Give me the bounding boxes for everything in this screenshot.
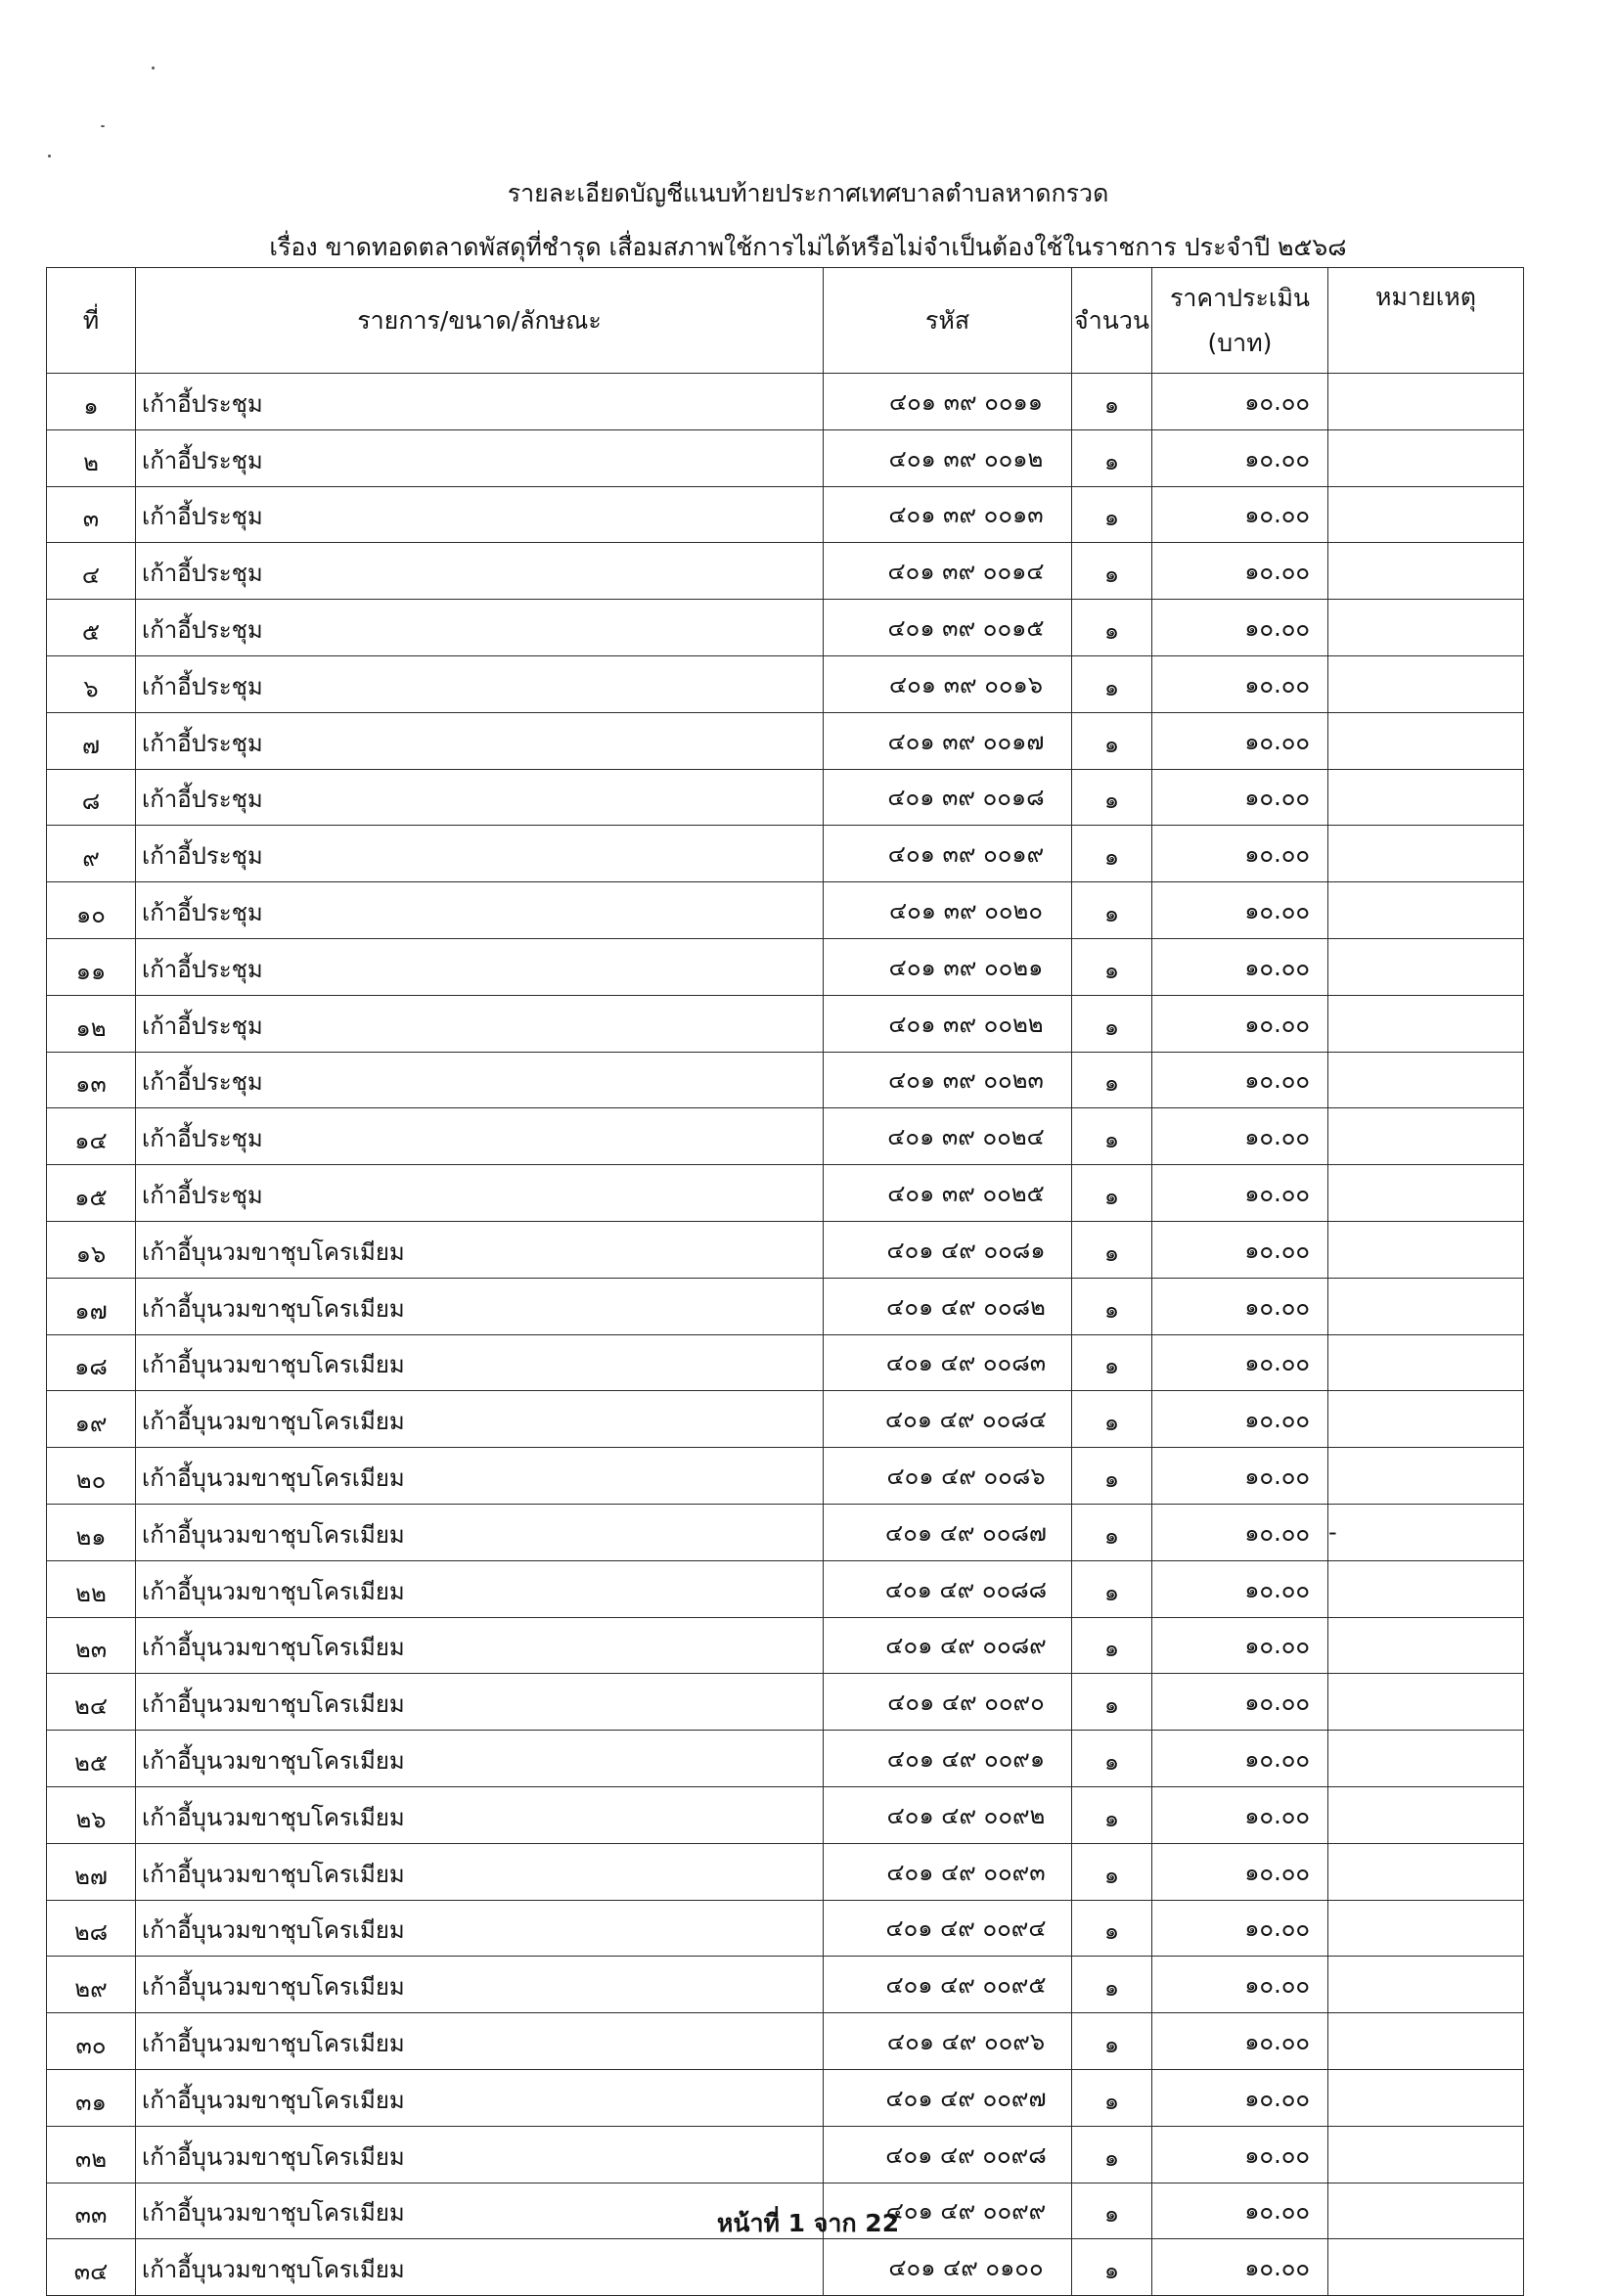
- row-number: ๔: [47, 543, 136, 600]
- item-code: ๔๐๑ ๔๙ ๐๐๘๗: [824, 1504, 1072, 1560]
- item-remark: [1328, 2239, 1524, 2296]
- row-number: ๑๐: [47, 882, 136, 939]
- row-number: ๘: [47, 769, 136, 826]
- table-row: [47, 1391, 1524, 1448]
- table-row: [47, 1731, 1524, 1787]
- row-number: ๖: [47, 655, 136, 712]
- row-number: ๒: [47, 429, 136, 486]
- table-row: [47, 1843, 1524, 1900]
- item-remark: [1328, 1334, 1524, 1391]
- item-quantity: ๑: [1072, 655, 1152, 712]
- item-price: ๑๐.๐๐: [1152, 826, 1328, 882]
- item-remark: [1328, 1957, 1524, 2013]
- row-number: ๑๖: [47, 1221, 136, 1278]
- item-code: ๔๐๑ ๓๙ ๐๐๑๓: [824, 486, 1072, 543]
- table-row: [47, 2239, 1524, 2296]
- table-row: [47, 882, 1524, 939]
- item-code: ๔๐๑ ๔๙ ๐๐๙๕: [824, 1957, 1072, 2013]
- item-quantity: ๑: [1072, 1278, 1152, 1334]
- table-row: [47, 2013, 1524, 2070]
- table-body: [47, 374, 1524, 2296]
- row-number: ๒๓: [47, 1617, 136, 1674]
- item-quantity: ๑: [1072, 1900, 1152, 1957]
- item-code: ๔๐๑ ๔๙ ๐๐๘๓: [824, 1334, 1072, 1391]
- row-number: ๓๓: [47, 2183, 136, 2239]
- item-name: เก้าอี้ประชุม: [136, 486, 824, 543]
- item-name: เก้าอี้บุนวมขาชุบโครเมียม: [136, 2239, 824, 2296]
- header-price-line1: ราคาประเมิน: [1169, 283, 1311, 312]
- item-price: ๑๐.๐๐: [1152, 882, 1328, 939]
- table-row: [47, 1900, 1524, 1957]
- item-code: ๔๐๑ ๓๙ ๐๐๑๑: [824, 374, 1072, 430]
- table-row: [47, 1957, 1524, 2013]
- item-remark: [1328, 1278, 1524, 1334]
- table-row: [47, 1617, 1524, 1674]
- row-number: ๒๒: [47, 1560, 136, 1617]
- item-price: ๑๐.๐๐: [1152, 1278, 1328, 1334]
- item-remark: [1328, 1391, 1524, 1448]
- item-remark: [1328, 2126, 1524, 2183]
- item-name: เก้าอี้บุนวมขาชุบโครเมียม: [136, 1391, 824, 1448]
- row-number: ๓๔: [47, 2239, 136, 2296]
- item-code: ๔๐๑ ๔๙ ๐๐๙๖: [824, 2013, 1072, 2070]
- item-name: เก้าอี้บุนวมขาชุบโครเมียม: [136, 1957, 824, 2013]
- item-code: ๔๐๑ ๓๙ ๐๐๒๐: [824, 882, 1072, 939]
- row-number: ๗: [47, 712, 136, 769]
- item-remark: [1328, 1052, 1524, 1108]
- item-remark: [1328, 1786, 1524, 1843]
- item-quantity: ๑: [1072, 2183, 1152, 2239]
- row-number: ๒๘: [47, 1900, 136, 1957]
- item-quantity: ๑: [1072, 543, 1152, 600]
- row-number: ๒๗: [47, 1843, 136, 1900]
- table-row: [47, 374, 1524, 430]
- item-remark: [1328, 600, 1524, 656]
- item-quantity: ๑: [1072, 1786, 1152, 1843]
- item-code: ๔๐๑ ๔๙ ๐๐๙๐: [824, 1674, 1072, 1731]
- item-remark: [1328, 1221, 1524, 1278]
- item-code: ๔๐๑ ๔๙ ๐๐๙๘: [824, 2126, 1072, 2183]
- item-quantity: ๑: [1072, 486, 1152, 543]
- item-quantity: ๑: [1072, 1617, 1152, 1674]
- item-code: ๔๐๑ ๔๙ ๐๐๙๗: [824, 2069, 1072, 2126]
- table-row: [47, 1560, 1524, 1617]
- item-quantity: ๑: [1072, 1052, 1152, 1108]
- page-footer: หน้าที่ 1 จาก 22: [716, 2209, 900, 2237]
- row-number: ๓๐: [47, 2013, 136, 2070]
- item-price: ๑๐.๐๐: [1152, 374, 1328, 430]
- item-name: เก้าอี้ประชุม: [136, 600, 824, 656]
- item-code: ๔๐๑ ๔๙ ๐๐๙๑: [824, 1731, 1072, 1787]
- item-name: เก้าอี้บุนวมขาชุบโครเมียม: [136, 1617, 824, 1674]
- row-number: ๑๓: [47, 1052, 136, 1108]
- item-quantity: ๑: [1072, 2069, 1152, 2126]
- scan-speck: [48, 155, 51, 158]
- item-name: เก้าอี้ประชุม: [136, 826, 824, 882]
- item-price: ๑๐.๐๐: [1152, 429, 1328, 486]
- item-remark: -: [1328, 1504, 1524, 1560]
- item-name: เก้าอี้บุนวมขาชุบโครเมียม: [136, 1448, 824, 1505]
- item-name: เก้าอี้ประชุม: [136, 374, 824, 430]
- table-row: [47, 600, 1524, 656]
- item-code: ๔๐๑ ๓๙ ๐๐๑๕: [824, 600, 1072, 656]
- item-price: ๑๐.๐๐: [1152, 543, 1328, 600]
- item-code: ๔๐๑ ๔๙ ๐๐๘๔: [824, 1391, 1072, 1448]
- item-remark: [1328, 1900, 1524, 1957]
- table-row: [47, 712, 1524, 769]
- table-row: [47, 1448, 1524, 1505]
- item-remark: [1328, 938, 1524, 995]
- item-price: ๑๐.๐๐: [1152, 1165, 1328, 1222]
- table-row: [47, 1165, 1524, 1222]
- table-header-row: [47, 268, 1524, 374]
- item-code: ๔๐๑ ๔๙ ๐๐๘๖: [824, 1448, 1072, 1505]
- item-code: ๔๐๑ ๓๙ ๐๐๑๖: [824, 655, 1072, 712]
- item-quantity: ๑: [1072, 1957, 1152, 2013]
- item-code: ๔๐๑ ๓๙ ๐๐๑๗: [824, 712, 1072, 769]
- item-quantity: ๑: [1072, 1504, 1152, 1560]
- item-remark: [1328, 769, 1524, 826]
- table-row: [47, 1052, 1524, 1108]
- item-remark: [1328, 429, 1524, 486]
- row-number: ๑๒: [47, 995, 136, 1052]
- item-code: ๔๐๑ ๔๙ ๐๐๙๒: [824, 1786, 1072, 1843]
- row-number: ๒๖: [47, 1786, 136, 1843]
- header-remark: หมายเหตุ: [1328, 268, 1524, 374]
- item-quantity: ๑: [1072, 2013, 1152, 2070]
- table-row: [47, 2069, 1524, 2126]
- table-row: [47, 1278, 1524, 1334]
- item-name: เก้าอี้ประชุม: [136, 655, 824, 712]
- row-number: ๑๕: [47, 1165, 136, 1222]
- item-code: ๔๐๑ ๓๙ ๐๐๑๔: [824, 543, 1072, 600]
- item-remark: [1328, 1674, 1524, 1731]
- item-name: เก้าอี้บุนวมขาชุบโครเมียม: [136, 2069, 824, 2126]
- item-price: ๑๐.๐๐: [1152, 1786, 1328, 1843]
- item-name: เก้าอี้บุนวมขาชุบโครเมียม: [136, 1334, 824, 1391]
- item-code: ๔๐๑ ๔๙ ๐๐๘๑: [824, 1221, 1072, 1278]
- row-number: ๑๑: [47, 938, 136, 995]
- table-row: [47, 1334, 1524, 1391]
- row-number: ๒๔: [47, 1674, 136, 1731]
- item-name: เก้าอี้ประชุม: [136, 995, 824, 1052]
- header-price-line2: (บาท): [1207, 328, 1273, 357]
- table-row: [47, 826, 1524, 882]
- table-row: [47, 995, 1524, 1052]
- header-code: รหัส: [824, 268, 1072, 374]
- item-price: ๑๐.๐๐: [1152, 1391, 1328, 1448]
- item-name: เก้าอี้ประชุม: [136, 543, 824, 600]
- item-code: ๔๐๑ ๔๙ ๐๑๐๐: [824, 2239, 1072, 2296]
- item-name: เก้าอี้บุนวมขาชุบโครเมียม: [136, 1674, 824, 1731]
- item-remark: [1328, 1560, 1524, 1617]
- item-quantity: ๑: [1072, 826, 1152, 882]
- item-name: เก้าอี้บุนวมขาชุบโครเมียม: [136, 1560, 824, 1617]
- table-row: [47, 1108, 1524, 1165]
- item-price: ๑๐.๐๐: [1152, 1843, 1328, 1900]
- item-price: ๑๐.๐๐: [1152, 712, 1328, 769]
- item-price: ๑๐.๐๐: [1152, 1731, 1328, 1787]
- row-number: ๑๔: [47, 1108, 136, 1165]
- item-name: เก้าอี้บุนวมขาชุบโครเมียม: [136, 2183, 824, 2239]
- item-price: ๑๐.๐๐: [1152, 1504, 1328, 1560]
- item-quantity: ๑: [1072, 1108, 1152, 1165]
- item-remark: [1328, 1448, 1524, 1505]
- row-number: ๒๐: [47, 1448, 136, 1505]
- item-quantity: ๑: [1072, 938, 1152, 995]
- table-row: [47, 655, 1524, 712]
- item-remark: [1328, 826, 1524, 882]
- item-price: ๑๐.๐๐: [1152, 2126, 1328, 2183]
- item-remark: [1328, 995, 1524, 1052]
- item-price: ๑๐.๐๐: [1152, 1617, 1328, 1674]
- item-remark: [1328, 2069, 1524, 2126]
- item-price: ๑๐.๐๐: [1152, 600, 1328, 656]
- header-no: ที่: [47, 268, 136, 374]
- scan-speck: [152, 67, 155, 69]
- item-name: เก้าอี้ประชุม: [136, 712, 824, 769]
- item-code: ๔๐๑ ๔๙ ๐๐๙๔: [824, 1900, 1072, 1957]
- header-item: รายการ/ขนาด/ลักษณะ: [136, 268, 824, 374]
- item-code: ๔๐๑ ๓๙ ๐๐๑๙: [824, 826, 1072, 882]
- item-quantity: ๑: [1072, 712, 1152, 769]
- item-price: ๑๐.๐๐: [1152, 2239, 1328, 2296]
- item-price: ๑๐.๐๐: [1152, 769, 1328, 826]
- item-code: ๔๐๑ ๔๙ ๐๐๙๓: [824, 1843, 1072, 1900]
- row-number: ๒๑: [47, 1504, 136, 1560]
- item-code: ๔๐๑ ๔๙ ๐๐๘๙: [824, 1617, 1072, 1674]
- item-remark: [1328, 2013, 1524, 2070]
- item-price: ๑๐.๐๐: [1152, 1221, 1328, 1278]
- item-name: เก้าอี้ประชุม: [136, 1052, 824, 1108]
- document-subtitle: เรื่อง ขาดทอดตลาดพัสดุที่ชำรุด เสื่อมสภาพใช้การไม่ได้หรือไม่จำเป็นต้องใช้ในราชการ ประจำปี ๒๕๖๘: [269, 233, 1347, 261]
- item-price: ๑๐.๐๐: [1152, 1334, 1328, 1391]
- item-quantity: ๑: [1072, 2126, 1152, 2183]
- item-name: เก้าอี้ประชุม: [136, 429, 824, 486]
- item-name: เก้าอี้บุนวมขาชุบโครเมียม: [136, 2013, 824, 2070]
- item-price: ๑๐.๐๐: [1152, 1052, 1328, 1108]
- item-price: ๑๐.๐๐: [1152, 1448, 1328, 1505]
- header-qty: จำนวน: [1072, 268, 1152, 374]
- item-code: ๔๐๑ ๓๙ ๐๐๒๑: [824, 938, 1072, 995]
- item-remark: [1328, 1731, 1524, 1787]
- item-quantity: ๑: [1072, 995, 1152, 1052]
- item-name: เก้าอี้ประชุม: [136, 769, 824, 826]
- item-price: ๑๐.๐๐: [1152, 2069, 1328, 2126]
- item-code: ๔๐๑ ๓๙ ๐๐๒๓: [824, 1052, 1072, 1108]
- item-name: เก้าอี้บุนวมขาชุบโครเมียม: [136, 1504, 824, 1560]
- item-code: ๔๐๑ ๓๙ ๐๐๑๒: [824, 429, 1072, 486]
- item-quantity: ๑: [1072, 1560, 1152, 1617]
- item-quantity: ๑: [1072, 1391, 1152, 1448]
- item-remark: [1328, 543, 1524, 600]
- item-price: ๑๐.๐๐: [1152, 2183, 1328, 2239]
- item-code: ๔๐๑ ๔๙ ๐๐๘๒: [824, 1278, 1072, 1334]
- item-code: ๔๐๑ ๔๙ ๐๐๘๘: [824, 1560, 1072, 1617]
- item-remark: [1328, 655, 1524, 712]
- item-price: ๑๐.๐๐: [1152, 1957, 1328, 2013]
- item-code: ๔๐๑ ๓๙ ๐๐๒๕: [824, 1165, 1072, 1222]
- item-remark: [1328, 374, 1524, 430]
- row-number: ๑๙: [47, 1391, 136, 1448]
- row-number: ๑: [47, 374, 136, 430]
- row-number: ๙: [47, 826, 136, 882]
- item-remark: [1328, 1165, 1524, 1222]
- item-name: เก้าอี้ประชุม: [136, 938, 824, 995]
- item-price: ๑๐.๐๐: [1152, 1560, 1328, 1617]
- item-code: ๔๐๑ ๔๙ ๐๐๙๙: [824, 2183, 1072, 2239]
- table-row: [47, 769, 1524, 826]
- item-quantity: ๑: [1072, 600, 1152, 656]
- item-remark: [1328, 882, 1524, 939]
- item-price: ๑๐.๐๐: [1152, 2013, 1328, 2070]
- table-row: [47, 938, 1524, 995]
- row-number: ๓๒: [47, 2126, 136, 2183]
- item-quantity: ๑: [1072, 882, 1152, 939]
- item-name: เก้าอี้ประชุม: [136, 882, 824, 939]
- item-name: เก้าอี้บุนวมขาชุบโครเมียม: [136, 1731, 824, 1787]
- item-code: ๔๐๑ ๓๙ ๐๐๒๔: [824, 1108, 1072, 1165]
- item-name: เก้าอี้ประชุม: [136, 1108, 824, 1165]
- row-number: ๑๗: [47, 1278, 136, 1334]
- item-quantity: ๑: [1072, 1165, 1152, 1222]
- inventory-table: [46, 267, 1524, 2296]
- table-row: [47, 1504, 1524, 1560]
- item-price: ๑๐.๐๐: [1152, 655, 1328, 712]
- item-price: ๑๐.๐๐: [1152, 1900, 1328, 1957]
- table-row: [47, 1674, 1524, 1731]
- table-row: [47, 486, 1524, 543]
- table-row: [47, 1786, 1524, 1843]
- header-price: [1152, 268, 1328, 374]
- item-price: ๑๐.๐๐: [1152, 938, 1328, 995]
- row-number: ๓: [47, 486, 136, 543]
- item-code: ๔๐๑ ๓๙ ๐๐๒๒: [824, 995, 1072, 1052]
- item-name: เก้าอี้บุนวมขาชุบโครเมียม: [136, 2126, 824, 2183]
- row-number: ๑๘: [47, 1334, 136, 1391]
- table-row: [47, 1221, 1524, 1278]
- table-row: [47, 429, 1524, 486]
- item-name: เก้าอี้บุนวมขาชุบโครเมียม: [136, 1843, 824, 1900]
- item-quantity: ๑: [1072, 1843, 1152, 1900]
- row-number: ๒๙: [47, 1957, 136, 2013]
- item-quantity: ๑: [1072, 1334, 1152, 1391]
- item-quantity: ๑: [1072, 769, 1152, 826]
- scan-speck: [101, 125, 105, 127]
- item-name: เก้าอี้บุนวมขาชุบโครเมียม: [136, 1786, 824, 1843]
- table-row: [47, 2126, 1524, 2183]
- item-remark: [1328, 1108, 1524, 1165]
- item-price: ๑๐.๐๐: [1152, 1674, 1328, 1731]
- item-remark: [1328, 1843, 1524, 1900]
- item-name: เก้าอี้ประชุม: [136, 1165, 824, 1222]
- row-number: ๒๕: [47, 1731, 136, 1787]
- item-quantity: ๑: [1072, 429, 1152, 486]
- item-quantity: ๑: [1072, 1448, 1152, 1505]
- item-remark: [1328, 486, 1524, 543]
- item-quantity: ๑: [1072, 1674, 1152, 1731]
- row-number: ๓๑: [47, 2069, 136, 2126]
- inventory-table-container: [46, 267, 1523, 2296]
- item-code: ๔๐๑ ๓๙ ๐๐๑๘: [824, 769, 1072, 826]
- document-title: รายละเอียดบัญชีแนบท้ายประกาศเทศบาลตำบลหาดกรวด: [507, 179, 1109, 207]
- item-remark: [1328, 712, 1524, 769]
- item-name: เก้าอี้บุนวมขาชุบโครเมียม: [136, 1278, 824, 1334]
- item-quantity: ๑: [1072, 2239, 1152, 2296]
- item-quantity: ๑: [1072, 1221, 1152, 1278]
- item-remark: [1328, 1617, 1524, 1674]
- item-quantity: ๑: [1072, 1731, 1152, 1787]
- item-name: เก้าอี้บุนวมขาชุบโครเมียม: [136, 1900, 824, 1957]
- table-row: [47, 543, 1524, 600]
- item-price: ๑๐.๐๐: [1152, 995, 1328, 1052]
- item-price: ๑๐.๐๐: [1152, 1108, 1328, 1165]
- row-number: ๕: [47, 600, 136, 656]
- item-price: ๑๐.๐๐: [1152, 486, 1328, 543]
- item-quantity: ๑: [1072, 374, 1152, 430]
- item-name: เก้าอี้บุนวมขาชุบโครเมียม: [136, 1221, 824, 1278]
